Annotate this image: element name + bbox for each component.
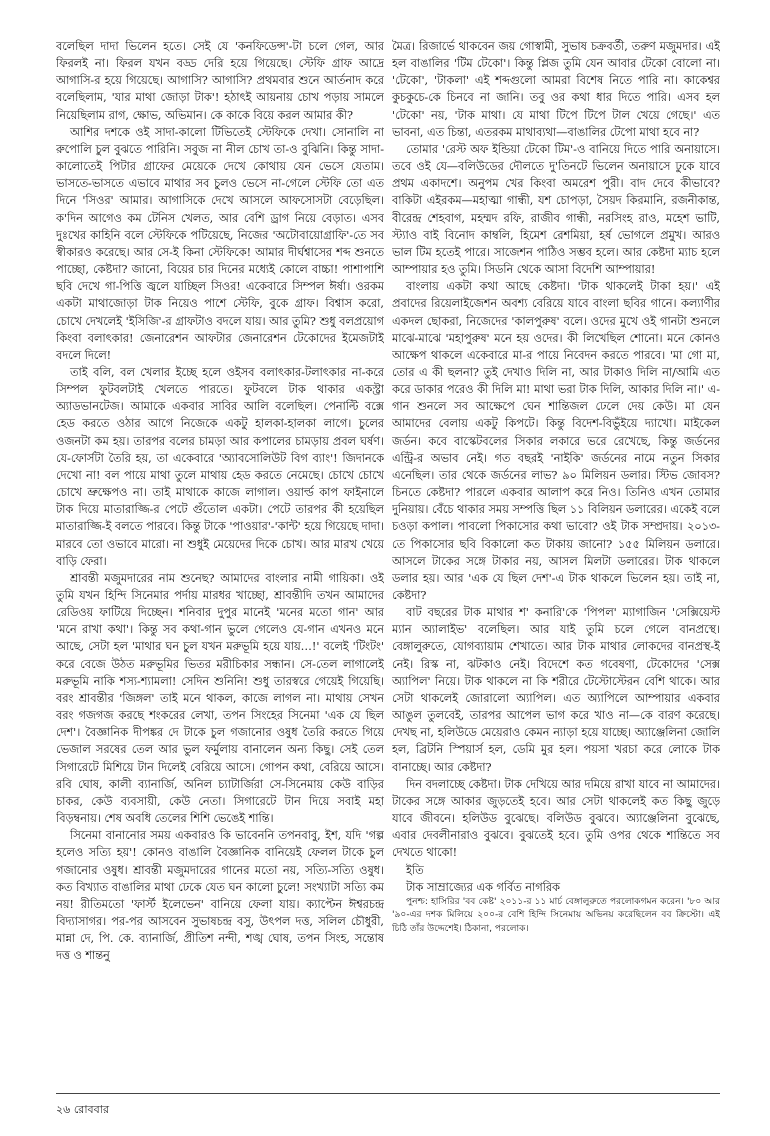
page-folio (56, 1101, 109, 1120)
paragraph: বাট বছরের টাক মাথার শ' কনারি'কে 'পিপল' ম্যাগাজিন 'সেক্সিয়েস্ট ম্যান অ্যালাইভ' বলেছিল। আর যাই তুমি চলে গেলে বানপ্রস্থে। বেঙ্গালুরুতে, যোগব্যায়াম শেখাতে। আর টাক মাথার লোকদের বানপ্রস্থ-ই নেই। রিস্ক না, ঝটকাও নেই। বিদেশে কত গবেষণা, টেকোদের 'সেক্স অ্যাপিল' নিয়ে। টাক থাকলে না কি শরীরে টেস্টোস্টেরন বেশি থাকে। আর সেটা থাকলেই জোরালো অ্যাপিল। এত অ্যাপিলে আম্পায়ার একবার আঙুল তুলবেই, তারপর আপেল ভাগ করে খাও না—কে বারণ করেছে। দেখছ না, হলিউডে মেয়েরাও কেমন ন্যাড়া হয়ে যাচ্ছে। অ্যাঞ্জেলিনা জোলি হল, ব্রিটনি স্পিয়ার্স হল, ডেমি মুর হল। পয়সা খরচা করে লোকে টাক বানাচ্ছে। আর কেষ্টদা? (392, 606, 720, 774)
magazine-name: রোববার (73, 1103, 110, 1116)
paragraph: বলেছিল দাদা ভিলেন হতে। সেই যে 'কনফিডেন্স'-টা চলে গেল, আর ফিরলই না। ফিরল যখন বড্ড দেরি হয়ে গিয়েছে। স্টেফি গ্রাফ আদ্রে আগাসি-র হয়ে গিয়েছে। আগাসি? আগাসি? প্রথমবার শুনে আর্তনাদ করে বলেছিলাম, 'যার মাথা জোড়া টাক'! হঠাৎই আয়নায় চোখ পড়ায় সামলে নিয়েছিলাম রাগ, ক্ষোভ, অভিমান। কে কাকে বিয়ে করল আমার কী? (56, 40, 384, 122)
paragraph: বাংলায় একটা কথা আছে কেষ্টদা। 'টাক থাকলেই টাকা হয়।' এই প্রবাদের রিয়েলাইজেশন অবশ্য বেরিয়ে যাবে বাংলা ছবির গানে। কল্যাণীর একদল ছোকরা, নিজেদের 'কালপুরুষ' বলে। ওদের মুখে ওই গানটা শুনলে মাঝে-মাঝে 'মহাপুরুষ' মনে হয় ওদের। কী লিখেছিল শোনো। মনে কোনও আক্ষেপ থাকলে একেবারে মা-র পায়ে নিবেদন করতে পারবে। 'মা গো মা, তোর এ কী ছলনা? তুই দেখাও দিলি না, আর টাকাও দিলি না/আমি এত করে ডাকার পরেও কী দিলি মা! মাথা ভরা টাক দিলি, আকার দিলি না।' এ-গান শুনলে সব আক্ষেপে ঘেন শান্তিজল ঢেলে দেয় কেউ। মা যেন আমাদের বেলায় একটু কিপটে। কিন্তু বিদেশ-বিভুঁইয়ে দ্যাখো। মাইকেল জর্ডন। কবে বাস্কেটবলের সিকার লকারে ভরে রেখেছে, কিন্তু জর্ডনের এন্ট্রি-র অভাব নেই। গত বছরই 'নাইকি' জর্ডনের নামে নতুন সিকার এনেছিল। তার থেকে জর্ডনের লাভ? ৯০ মিলিয়ন ডলার। স্টিভ জোবস? চিনতে কেষ্টদা? পারলে একবার আলাপ করে নিও। তিনিও এখন তোমার দুনিয়ায়। বেঁচে থাকার সময় সম্পত্তি ছিল ১১ বিলিয়ন ডলারের। একেই বলে চওড়া কপাল। পাবলো পিকাসোর কথা ভাবো? ওই টাক সম্প্রদায়। ২০১৩-তে পিকাসোর ছবি বিকালো কত টাকায় জানো? ১৫৫ মিলিয়ন ডলারে। আসলে টাকের সঙ্গে টাকার নয়, আসল মিলটা ডলারের। টাক থাকলে ডলার হয়। আর 'এক যে ছিল দেশ'-এ টাক থাকলে ভিলেন হয়। তাই না, কেষ্টদা? (392, 280, 720, 602)
paragraph: তোমার 'রেস্ট অফ ইন্ডিয়া টেকো টিম'-ও বানিয়ে দিতে পারি অনায়াসে। তবে ওই যে—বলিউডের দৌলতে দু'তিনটে ভিলেন অনায়াসে ঢুকে যাবে প্রথম একাদশে। অনুপম খের কিংবা অমরেশ পুরী। বাদ দেবে কীভাবে? বাকিটা এইরকম—মহাত্মা গান্ধী, যশ চোপড়া, সৈয়দ কিরমানি, রজনীকান্ত, বীরেন্দ্র শেহবাগ, মহম্মদ রফি, রাজীব গান্ধী, নরসিংহ রাও, মহেশ ভাটি, স্ট্যাও বাই বিনোদ কাম্বলি, হিমেশ রেশমিয়া, হর্ষ ভোগলে প্রমুখ। আরও ভাল টিম হতেই পারে। সাজেশন পাঠিও সম্ভব হলে। আর কেষ্টদা ম্যাচ হলে আম্পায়ার হও তুমি। সিডনি থেকে আসা বিদেশি আম্পায়ার! (392, 142, 720, 277)
paragraph: মৈত্র। রিজার্ভে থাকবেন জয় গোস্বামী, সুভাষ চক্রবর্তী, তরুণ মজুমদার। এই হল বাঙালির 'টিম টেকো'। কিন্তু প্লিজ তুমি যেন আবার টেকো বোলো না। 'টেকো', 'টাকলা' এই শব্দগুলো আমরা বিশেষ নিতে পারি না। কাকেশ্বর কুচকুচে-কে চিনবে না জানি। তবু ওর কথা ধার দিতে পারি। এসব হল 'টেকো' নয়, 'টাক মাথা। যে মাথা টিপে টিপে টাল খেয়ে গেছে।' এত ভাবনা, এত চিন্তা, এতরকম মাথাব্যথা—বাঙালির টেপো মাথা হবে না? (392, 40, 720, 139)
right-column (392, 38, 720, 1088)
signature: টাক সাম্রাজ্যের এক গর্বিত নাগরিক (406, 880, 560, 894)
paragraph: আশির দশকে ওই সাদা-কালো টিভিতেই স্টেফিকে দেখা। সোনালি না রুপোলি চুল বুঝতে পারিনি। সবুজ না নীল চোখ তা-ও বুঝিনি। কিন্তু সাদা-কালোতেই পিটার গ্রাফের মেয়েকে দেখে কোথায় যেন ভেসে যেতাম। ভাসতে-ভাসতে এভাবে মাথার সব চুলও ভেসে না-গেলে স্টেফি তো এত দিনে 'সিওর' আমার। আগাসিকে দেখে আসলে আফসোসটা বেড়েছিল। ক'দিন আগেও কম টেনিস খেলত, আর বেশি ড্রাগ নিয়ে বেড়াত। এসব দুঃখের কাহিনি বলে স্টেফিকে পটিয়েছে, নিজের 'অটোবায়োগ্রাফি'-তে সব স্বীকারও করেছে। আর সে-ই কিনা স্টেফিকে! আমার দীর্ঘশ্বাসের শব্দ শুনতে পাচ্ছো, কেষ্টদা? জানো, বিয়ের চার দিনের মধ্যেই কোলে বাচ্চা! পাশাপাশি ছবি দেখে গা-পিত্তি জ্বলে যাচ্ছিল সিওর! একেবারে সিম্পল ঈর্ষা। ওরকম একটা মাথাজোড়া টাক নিয়েও পাশে স্টেফি, বুকে গ্রাফ। বিশ্বাস করো, চোখে দেখলেই 'ইসিজি'-র গ্রাফটাও বদলে যায়। আর তুমি? শুধু বলপ্রয়োগ কিংবা বলাৎকার! জেনারেশন আফটার জেনারেশন টেকোদের ইমেজটাই বদলে দিলে! (56, 125, 384, 362)
paragraph: শ্রাবন্তী মজুমদারের নাম শুনেছ? আমাদের বাংলার নামী গায়িকা। ওই তুমি যখন হিন্দি সিনেমার পর্দায় মারধর খাচ্ছো, শ্রাবন্তীদি তখন আমাদের রেডিওয় ফাটিয়ে দিচ্ছেন। শনিবার দুপুর মানেই 'মনের মতো গান' আর 'মনে রাখা কথা'। কিন্তু সব কথা-গান ভুলে গেলেও যে-গান এখনও মনে আছে, সেটা হল 'মাথার ঘন চুল যখন মরুভূমি হয়ে যায়…!' বলেই 'টিংটং' করে বেজে উঠত মরুভূমির ভিতর মরীচিকার সন্ধান। সে-তেল লাগালেই মরুভূমি নাকি শস্য-শ্যামলা! সেদিন শুনিনি! শুধু তারস্বরে গেয়েই গিয়েছি। বরং শ্রাবন্তীর 'জিঙ্গল' তাই মনে থাকল, কাজে লাগল না। মাথায় সেখন বরং গজগজ করছে শংকরের লেখা, তপন সিংহের সিনেমা 'এক যে ছিল দেশ'। বৈজ্ঞানিক দীপঙ্কর দে টাকে চুল গজানোর ওষুধ তৈরি করতে গিয়ে ভেজাল সরষের তেল আর ভুল ফর্মুলায় বানালেন অন্য কিছু। সেই তেল সিগারেটে মিশিয়ে টান দিলেই বেরিয়ে আসে। গোপন কথা, বেরিয়ে আসে। রবি ঘোষ, কালী ব্যানার্জি, অনিল চ্যাটার্জিরা সে-সিনেমায় কেউ বাড়ির চাকর, কেউ ব্যবসায়ী, কেউ নেতা। সিগারেটে টান দিয়ে সবাই মহা বিড়ম্বনায়। শেষ অবধি তেলের শিশি ভেঙেই শান্তি। (56, 571, 384, 826)
page-number: ২৬ (56, 1103, 71, 1116)
paragraph: দিন বদলাচ্ছে কেষ্টদা। টাক দেখিয়ে আর দমিয়ে রাখা যাবে না আমাদের। টাকের সঙ্গে আকার জুড়তেই হবে। আর সেটা থাকলেই কত কিছু জুড়ে যাবে জীবনে। হলিউড বুঝেছে। বলিউড বুঝবে। অ্যাঞ্জেলিনা বুঝেছে, এবার দেবলীনারাও বুঝবে। বুঝতেই হবে। তুমি ওপর থেকে শান্তিতে সব দেখতে থাকো! (392, 777, 720, 860)
paragraph: সিনেমা বানানোর সময় একবারও কি ভাবেননি তপনবাবু, ইশ, যদি 'গল্প হলেও সত্যি হয়'! কোনও বাঙালি বৈজ্ঞানিক বানিয়েই ফেলল টাকে চুল গজানোর ওষুধ। শ্রাবন্তী মজুমদারের গানের মতো নয়, সত্যি-সত্যি ওষুধ। কত বিখ্যাত বাঙালির মাথা ঢেকে যেত ঘন কালো চুলে! সংখ্যাটা সত্যি কম নয়! রীতিমতো 'ফার্স্ট ইলেভেন' বানিয়ে ফেলা যায়। ক্যাপ্টেন ঈশ্বরচন্দ্র বিদ্যাসাগর। পর-পর আসবেন সুভাষচন্দ্র বসু, উৎপল দত্ত, সলিল চৌধুরী, মান্না দে, পি. কে. ব্যানার্জি, প্রীতিশ নন্দী, শঙ্খ ঘোষ, তপন সিংহ, সন্তোষ দত্ত ও শান্তনু (56, 829, 384, 963)
paragraph: তাই বলি, বল খেলার ইচ্ছে হলে ওইসব বলাৎকার-টলাৎকার না-করে সিম্পল ফুটবলটাই খেলতে পারতে। ফুটবলে টাক থাকার একস্ট্রা অ্যাডভানটেজ। আমাকে একবার সাবির আলি বলেছিল। পেনাল্টি বক্সে হেড করতে ওঠার আগে নিজেকে একটু হালকা-হালকা লাগে। চুলের ওজনটা কম হয়। তারপর বলের চামড়া আর কপালের চামড়ায় প্রবল ঘর্ষণ। যে-ফোর্সটা তৈরি হয়, তা একেবারে 'অ্যাবসোলিউট বিগ ব্যাং'! জিদানকে দেখো না! বল পায়ে মাথা তুলে মাথায় হেড করতে নেমেছে। চোখে চোখে চোখে ভ্রুক্ষেপও না। তাই মাথাকে কাজে লাগাল। ওয়ার্ল্ড কাপ ফাইনালে টাক দিয়ে মাতারাজ্জি-র পেটে গুঁতোল একটা। পেটে তারপর কী হয়েছিল মাতারাজ্জি-ই বলতে পারবে। কিন্তু টাকে 'পাওয়ার'-'কান্ট' হয়ে গিয়েছে দাদা। মারবে তো ওভাবে মারো। না শুধুই মেয়েদের দিকে চোখ। আর মারখ খেয়ে বাড়ি ফেরা। (56, 365, 384, 568)
footer-rule (56, 1093, 720, 1094)
postscript: পুনশ্চ: হাসিরির 'বব কেষ্ট' ২০১১-র ১১ মার্চ বেঙ্গালুরুতে পরলোকগমন করেন। '৮০ আর '৯০-এর দশক মিলিয়ে ২০০-র বেশি হিন্দি সিনেমায় অভিনয় করেছিলেন বব ক্রিস্টো। এই চিঠি তাঁর উদ্দেশেই। ঠিকানা, পরলোক। (392, 896, 720, 934)
closing: ইতি (406, 863, 424, 877)
left-column (56, 38, 384, 1088)
